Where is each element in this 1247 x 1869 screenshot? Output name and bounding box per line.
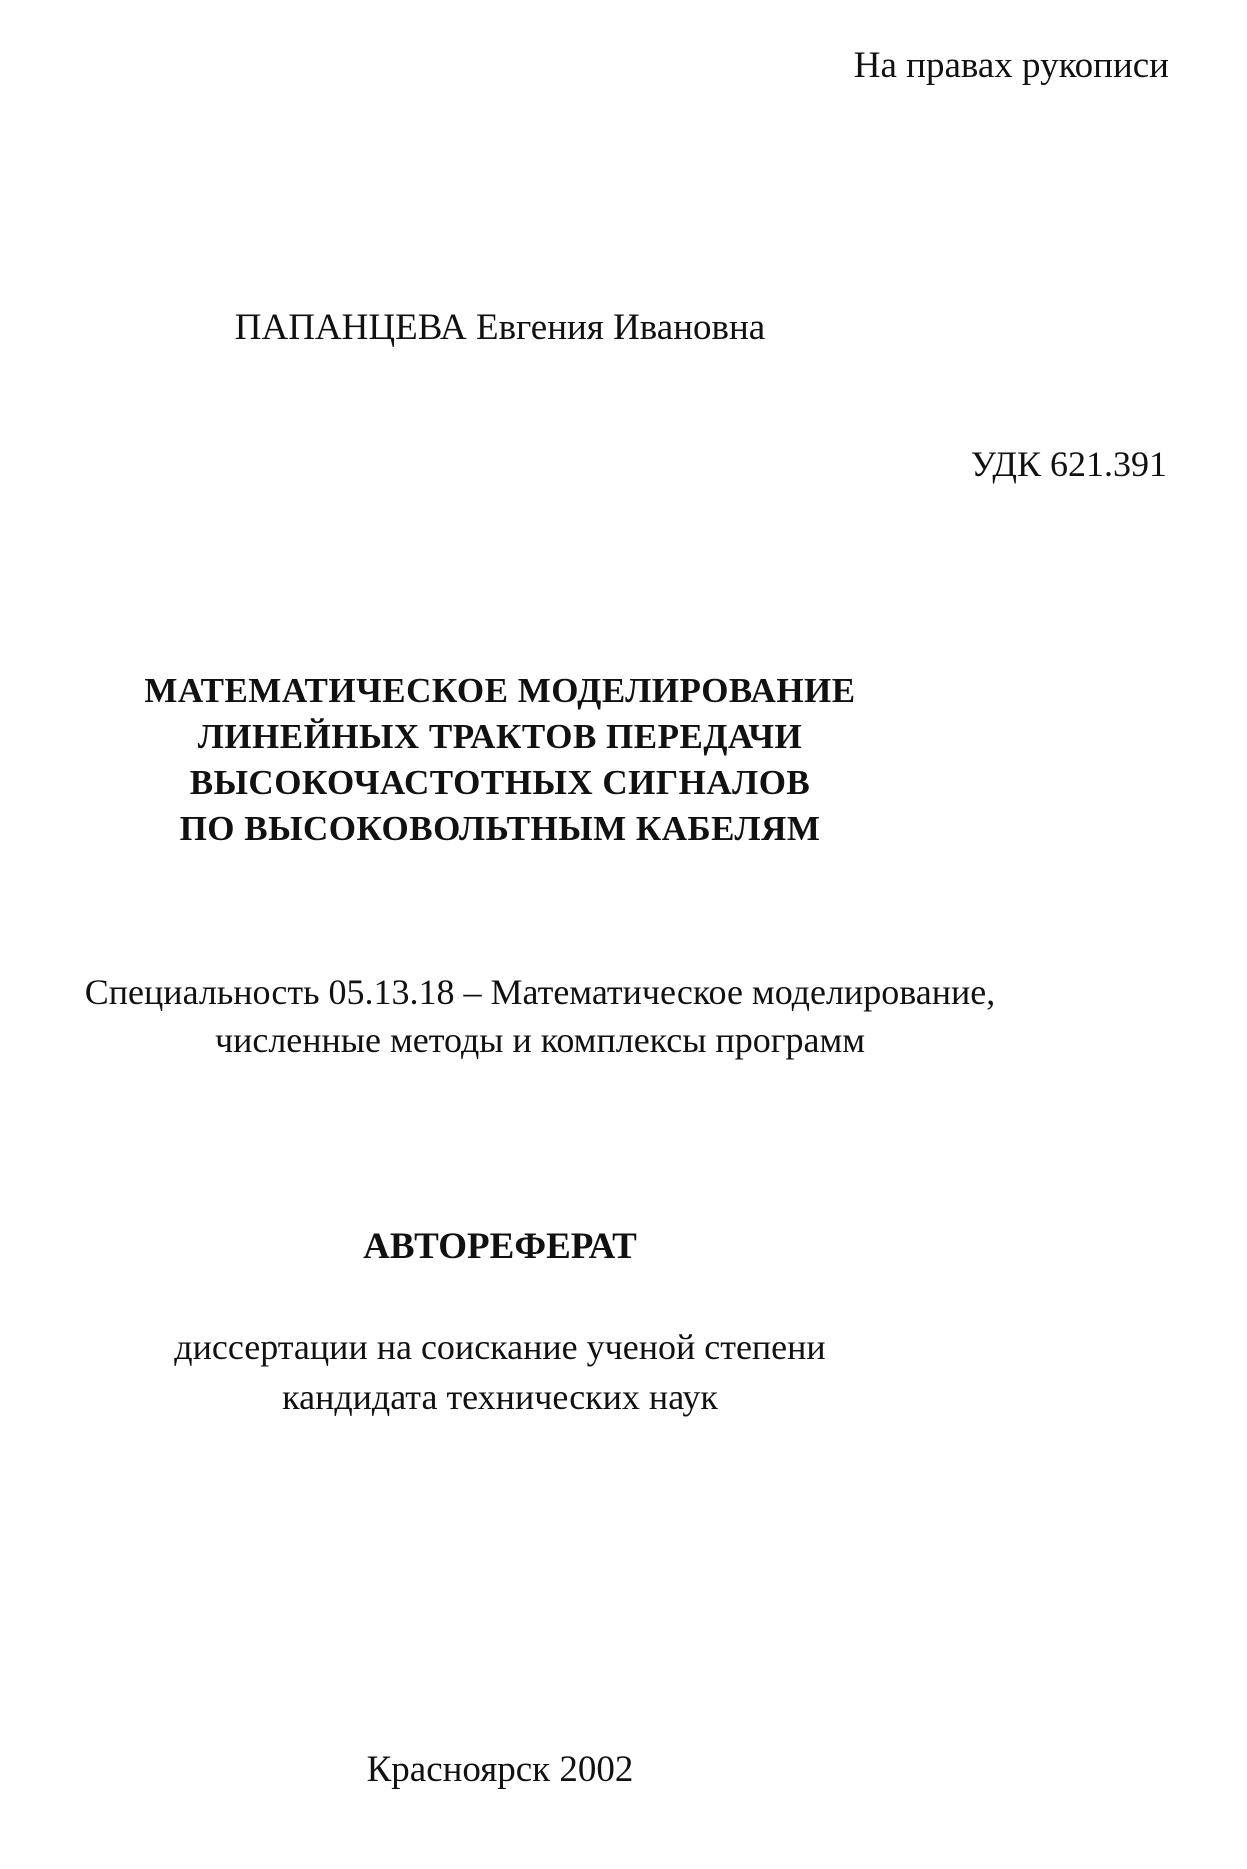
degree-line: кандидата технических наук: [282, 1377, 718, 1417]
manuscript-rights-note: На правах рукописи: [853, 45, 1169, 86]
degree-line: диссертации на соискание ученой степени: [174, 1327, 826, 1367]
dissertation-title: [0, 668, 1000, 852]
specialty-line: Специальность 05.13.18 – Математическое моделирование,: [84, 972, 996, 1012]
document-type-heading: АВТОРЕФЕРАТ: [363, 1226, 637, 1267]
title-line: ЛИНЕЙНЫХ ТРАКТОВ ПЕРЕДАЧИ: [197, 717, 803, 756]
title-line: МАТЕМАТИЧЕСКОЕ МОДЕЛИРОВАНИЕ: [144, 671, 856, 710]
title-line: ВЫСОКОЧАСТОТНЫХ СИГНАЛОВ: [189, 763, 811, 802]
title-line: ПО ВЫСОКОВОЛЬТНЫМ КАБЕЛЯМ: [179, 809, 821, 848]
specialty-line: численные методы и комплексы программ: [214, 1020, 866, 1060]
author-name: ПАПАНЦЕВА Евгения Ивановна: [234, 307, 766, 348]
specialty-block: [40, 968, 1040, 1064]
udk-code: УДК 621.391: [970, 444, 1167, 484]
degree-block: [0, 1322, 1000, 1422]
city-year-footer: Красноярск 2002: [366, 1749, 634, 1790]
